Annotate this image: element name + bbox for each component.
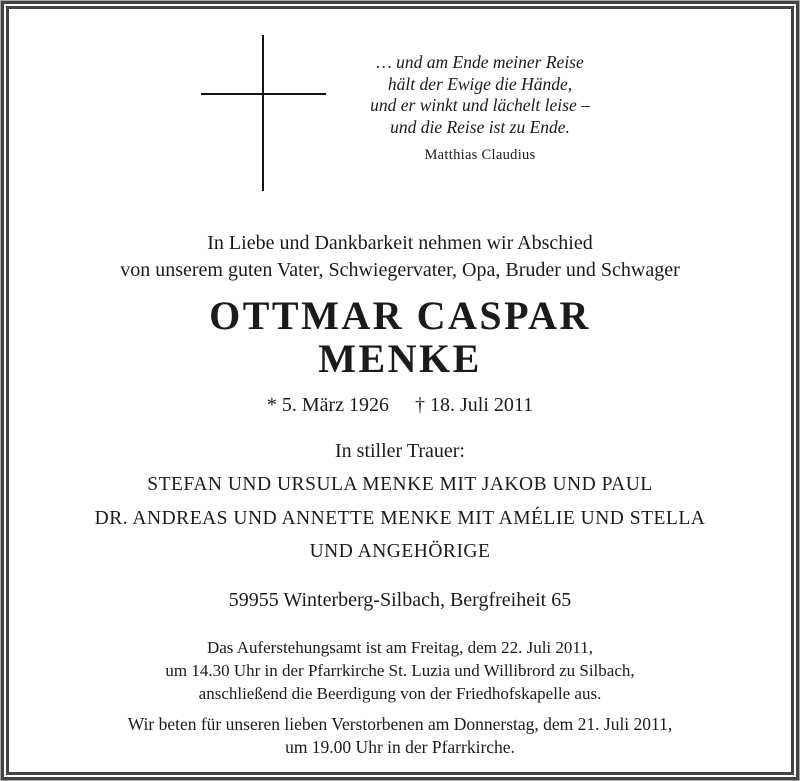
cross-icon-horizontal-bar — [201, 93, 326, 95]
intro-line: In Liebe und Dankbarkeit nehmen wir Abschied — [207, 232, 593, 254]
epigraph-line: … und am Ende meiner Reise — [376, 52, 584, 72]
prayer-info — [0, 713, 800, 759]
intro-text — [0, 230, 800, 284]
mourning-heading: In stiller Trauer: — [335, 440, 465, 462]
cross-icon-vertical-bar — [262, 35, 264, 191]
life-dates — [0, 393, 800, 417]
funeral-service-line: um 14.30 Uhr in der Pfarrkirche St. Luzia und Willibrord zu Silbach, — [165, 660, 635, 680]
mourner-line: DR. ANDREAS UND ANNETTE MENKE MIT AMÉLIE UND STELLA — [94, 507, 706, 529]
epigraph-line: hält der Ewige die Hände, — [387, 73, 573, 94]
prayer-line: um 19.00 Uhr in der Pfarrkirche. — [285, 736, 515, 757]
deceased-name-line: OTTMAR CASPAR — [209, 293, 591, 338]
prayer-line: Wir beten für unseren lieben Verstorbenen am Donnerstag, dem 21. Juli 2011, — [127, 713, 673, 734]
intro-line: von unserem guten Vater, Schwiegervater, Opa, Bruder und Schwager — [120, 259, 680, 281]
epigraph-author: Matthias Claudius — [424, 147, 536, 163]
mourner-line: UND ANGEHÖRIGE — [309, 541, 491, 562]
funeral-service-info — [0, 636, 800, 705]
funeral-service-line: Das Auferstehungsamt ist am Freitag, dem 22. Juli 2011, — [206, 637, 594, 657]
deceased-name-line: MENKE — [318, 336, 482, 381]
epigraph-line: und die Reise ist zu Ende. — [390, 116, 570, 137]
notice-header — [0, 0, 800, 212]
notice-body — [0, 230, 800, 759]
deceased-name — [0, 294, 800, 380]
funeral-service-line: anschließend die Beerdigung von der Friedhofskapelle aus. — [198, 683, 602, 703]
death-date: † 18. Juli 2011 — [415, 394, 534, 416]
birth-date: * 5. März 1926 — [266, 394, 390, 416]
epigraph-line: und er winkt und lächelt leise – — [370, 95, 590, 115]
mourner-line: STEFAN UND URSULA MENKE MIT JAKOB UND PAUL — [147, 474, 653, 495]
epigraph — [330, 52, 630, 164]
mourners-list — [0, 468, 800, 569]
address-line: 59955 Winterberg-Silbach, Bergfreiheit 65 — [228, 588, 572, 611]
